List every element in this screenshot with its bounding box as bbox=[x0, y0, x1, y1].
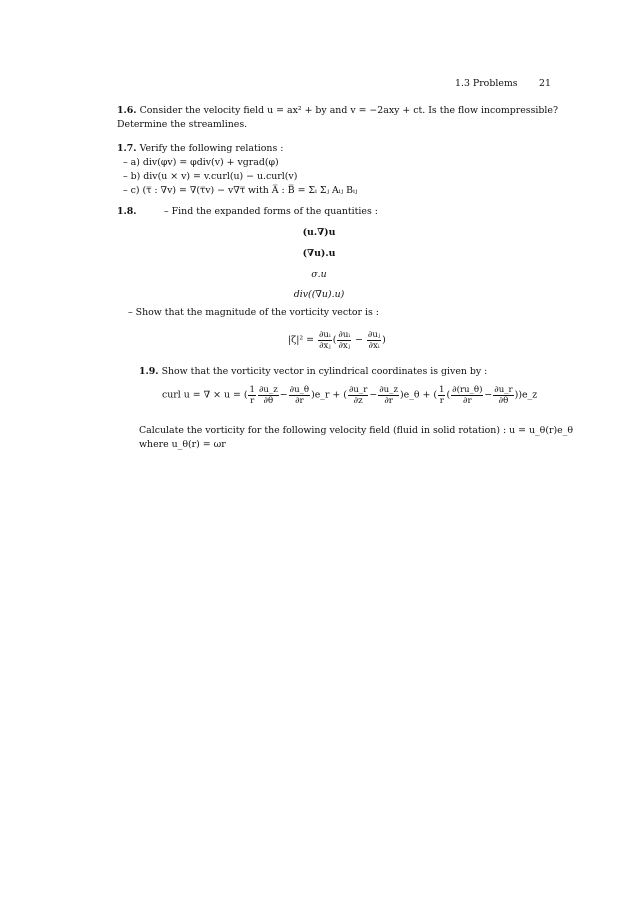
problem-text: Consider the velocity field u = ax² + by and v = −2axy + ct. Is the flow incompressible? bbox=[139, 105, 558, 116]
problem-1-8 bbox=[117, 206, 137, 218]
denominator: ∂z bbox=[353, 396, 363, 406]
denominator: r bbox=[250, 396, 255, 406]
vorticity-lhs: |ζ|² = bbox=[288, 334, 314, 346]
denominator: r bbox=[439, 396, 444, 406]
problem-1-8-intro: – Find the expanded forms of the quantities : bbox=[164, 206, 378, 217]
denominator: ∂r bbox=[295, 396, 304, 406]
vorticity-intro: – Show that the magnitude of the vorticity vector is : bbox=[128, 307, 379, 318]
problem-label: 1.6. bbox=[117, 105, 137, 116]
fraction bbox=[258, 385, 279, 406]
problem-text: Verify the following relations : bbox=[139, 143, 284, 154]
numerator: ∂u_θ bbox=[289, 385, 310, 395]
denominator: ∂r bbox=[463, 396, 472, 406]
curl-equation: curl u = ∇ × u = ( $\frac{1}{r}$ $\frac{\partial u\_z}{\partial\theta}$ − $\frac{\partial u\_\theta}{\partial r}$ )e_r + ( $\frac{\partial u\_r}{\partial z}$ − $\frac{\partial u\_z}{\partial r}$ )e_θ + ( $\frac{1}{r}$ ( $\frac{\partial(ru\_\theta)}{\partial r}$ − $\frac{\partial u\_r}{\partial\theta}$ ))e_z bbox=[162, 385, 538, 406]
fraction bbox=[493, 385, 513, 406]
denominator: ∂θ bbox=[263, 396, 274, 406]
problem-1-6 bbox=[117, 105, 558, 117]
problem-1-6-line2: Determine the streamlines. bbox=[117, 119, 248, 130]
fraction bbox=[367, 330, 381, 351]
calc-line-1: Calculate the vorticity for the following velocity field (fluid in solid rotation) : u = u_θ(r)e_θ bbox=[139, 425, 573, 436]
problem-label: 1.9. bbox=[139, 366, 159, 377]
numerator: ∂u_z bbox=[379, 385, 398, 395]
running-header bbox=[455, 78, 518, 90]
relation-b: – b) div(u × v) = v.curl(u) − u.curl(v) bbox=[123, 171, 298, 182]
relation-a: – a) div(φv) = φdiv(v) + vgrad(φ) bbox=[123, 157, 279, 168]
denominator: ∂xⱼ bbox=[338, 341, 351, 351]
relation-c: – c) (τ̿ : ∇v) = ∇(τ̿v) − v∇τ̿ with A̿ : B̿ = Σᵢ Σⱼ Aᵢⱼ Bᵢⱼ bbox=[123, 185, 358, 196]
problem-label: 1.7. bbox=[117, 143, 137, 154]
fraction bbox=[289, 385, 310, 406]
fraction bbox=[438, 385, 445, 406]
quantity-1: (u.∇)u bbox=[302, 227, 336, 238]
denominator: ∂r bbox=[384, 396, 393, 406]
denominator: ∂xⱼ bbox=[319, 341, 331, 351]
curl-lhs: curl u = ∇ × u = ( bbox=[162, 389, 248, 401]
fraction bbox=[451, 385, 483, 406]
numerator: ∂u_z bbox=[258, 385, 278, 395]
numerator: ∂uᵢ bbox=[318, 330, 331, 340]
fraction bbox=[318, 330, 332, 351]
problem-1-9 bbox=[139, 366, 487, 378]
quantity-4: div((∇u).u) bbox=[293, 289, 345, 300]
calc-line-2: where u_θ(r) = ωr bbox=[139, 439, 226, 450]
fraction bbox=[248, 385, 255, 406]
numerator: ∂u_r bbox=[348, 385, 368, 395]
vorticity-equation: |ζ|² = $\frac{\text{∂uᵢ}}{\text{∂xⱼ}}$ ( $\frac{\text{∂uᵢ}}{\text{∂xⱼ}}$ − $\frac{\text{∂uⱼ}}{\text{∂xᵢ}}$ ) bbox=[288, 330, 386, 351]
problem-1-7 bbox=[117, 143, 283, 155]
quantity-2: (∇u).u bbox=[302, 248, 336, 259]
numerator: 1 bbox=[439, 385, 445, 395]
numerator: ∂(ru_θ) bbox=[452, 385, 483, 395]
page-number: 21 bbox=[539, 78, 551, 89]
numerator: ∂u_r bbox=[494, 385, 513, 395]
unit-er: )e_r + ( bbox=[311, 389, 347, 401]
unit-ez: ))e_z bbox=[514, 389, 538, 401]
numerator: ∂uⱼ bbox=[367, 330, 381, 340]
fraction bbox=[378, 385, 399, 406]
numerator: 1 bbox=[249, 385, 255, 395]
unit-etheta: )e_θ + ( bbox=[400, 389, 438, 401]
fraction bbox=[337, 330, 351, 351]
header-section: 1.3 Problems bbox=[455, 78, 518, 89]
problem-label: 1.8. bbox=[117, 206, 137, 217]
quantity-3: σ.u bbox=[311, 269, 327, 280]
denominator: ∂θ bbox=[498, 396, 509, 406]
fraction bbox=[348, 385, 368, 406]
denominator: ∂xᵢ bbox=[368, 341, 380, 351]
problem-text: Show that the vorticity vector in cylindrical coordinates is given by : bbox=[161, 366, 488, 377]
numerator: ∂uᵢ bbox=[338, 330, 351, 340]
